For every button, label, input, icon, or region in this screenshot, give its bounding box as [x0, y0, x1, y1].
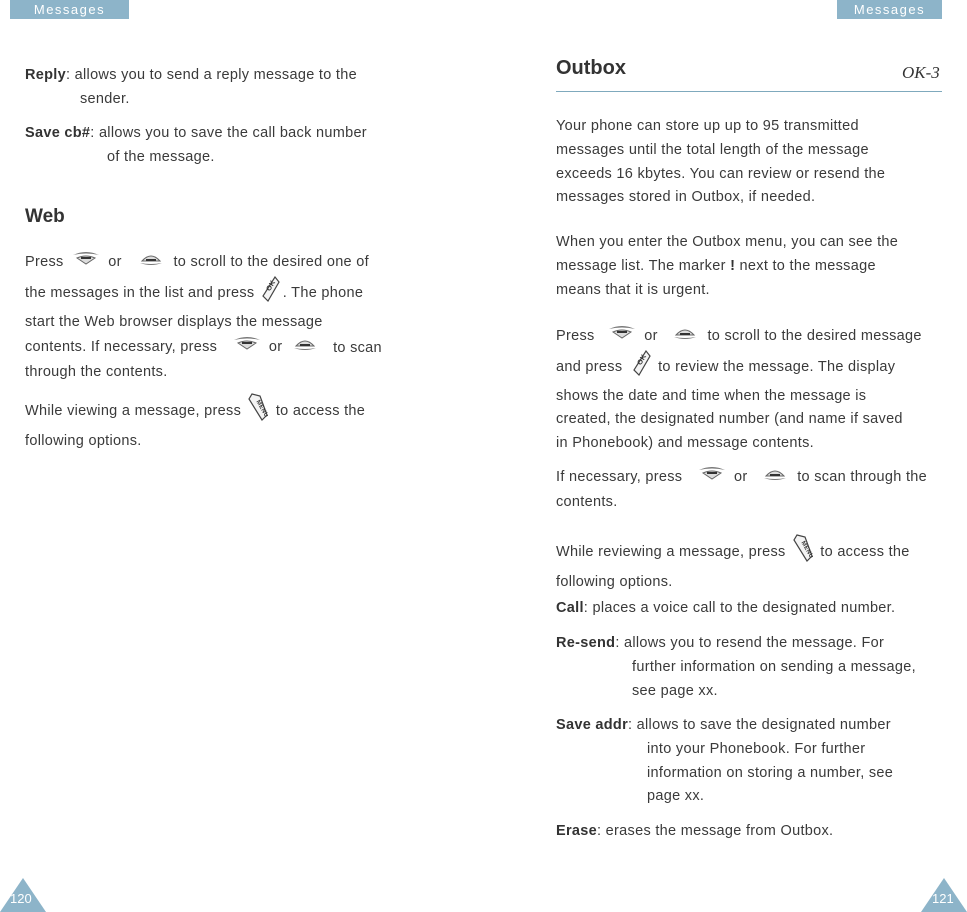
resend-text: : allows you to resend the message. For [615, 635, 885, 651]
text: messages until the total length of the message [556, 141, 869, 158]
svg-text:MENU: MENU [254, 399, 269, 419]
title-divider [556, 91, 942, 92]
section-code: OK-3 [902, 63, 940, 82]
page-number-right [921, 875, 967, 912]
text: Press [556, 328, 595, 345]
savecb-text: : allows you to save the call back number [90, 125, 367, 141]
erase-term: Erase [556, 823, 598, 839]
text: following options. [556, 573, 673, 590]
text: information on storing a number, see [647, 764, 894, 781]
text: created, the designated number (and name if saved [556, 411, 903, 428]
svg-text:OK: OK [636, 353, 648, 367]
scroll-down-key-icon [670, 323, 700, 350]
reply-term: Reply [25, 67, 66, 83]
page-number-text: 121 [932, 891, 954, 906]
text: in Phonebook) and message contents. [556, 435, 814, 452]
text: into your Phonebook. For further [647, 740, 866, 757]
text: message list. The marker [556, 257, 726, 274]
text: to scan through the [797, 469, 928, 486]
outbox-paragraph-1 [556, 115, 956, 210]
text: following options. [25, 432, 142, 449]
text: and press [556, 359, 623, 376]
text: While viewing a message, press [25, 403, 242, 420]
call-text: : places a voice call to the designated number. [583, 600, 896, 616]
savecb-definition [25, 122, 415, 170]
ok-key-icon [633, 350, 651, 385]
erase-definition [556, 820, 956, 844]
text: to access the [820, 544, 910, 561]
saveaddr-definition [556, 714, 961, 809]
scroll-down-key-icon [760, 464, 790, 491]
text: or [268, 339, 283, 356]
resend-term: Re-send [556, 635, 616, 651]
reply-text: : allows you to send a reply message to the [66, 67, 357, 83]
text: If necessary, press [556, 469, 683, 486]
text: to scroll to the desired message [707, 328, 922, 345]
urgent-marker: ! [730, 257, 736, 274]
resend-definition [556, 632, 961, 703]
scroll-down-key-icon [136, 249, 166, 276]
menu-key-icon [793, 534, 813, 571]
scroll-up-key-icon [607, 323, 637, 350]
savecb-term: Save cb# [25, 125, 91, 141]
text: shows the date and time when the message is [556, 387, 867, 404]
menu-key-icon [248, 393, 268, 430]
call-definition [556, 597, 956, 621]
text: or [644, 328, 658, 345]
text: contents. [556, 493, 618, 510]
text: next to the message [739, 257, 876, 274]
web-heading: Web [25, 206, 65, 227]
text: contents. If necessary, press [25, 339, 218, 356]
outbox-paragraph-5 [556, 534, 956, 595]
text: further information on sending a message, [632, 658, 916, 675]
text: to access the [275, 403, 366, 420]
scroll-up-key-icon [697, 464, 727, 491]
svg-text:MENU: MENU [799, 540, 813, 560]
text: to review the message. The display [658, 359, 896, 376]
scroll-up-key-icon [71, 249, 101, 276]
ok-key-icon [262, 276, 280, 311]
text: page xx. [647, 788, 705, 805]
reply-text-cont: sender. [80, 90, 130, 107]
text: Press [25, 254, 64, 271]
outbox-paragraph-4 [556, 464, 961, 515]
page-number-left [0, 875, 46, 912]
scroll-up-key-icon [232, 334, 262, 361]
savecb-text-cont: of the message. [107, 148, 215, 165]
text: or [734, 469, 748, 486]
text: While reviewing a message, press [556, 544, 786, 561]
text: messages stored in Outbox, if needed. [556, 189, 816, 206]
text: to scan [333, 339, 382, 356]
text: exceeds 16 kbytes. You can review or resend the [556, 165, 886, 182]
page-title: Outbox [556, 57, 626, 79]
reply-definition [25, 64, 405, 112]
section-tab-right: Messages [837, 0, 942, 19]
text: the messages in the list and press [25, 285, 255, 302]
web-paragraph-1 [25, 249, 415, 385]
text: to scroll to the desired one of [173, 254, 369, 271]
saveaddr-term: Save addr [556, 717, 629, 733]
text: When you enter the Outbox menu, you can see the [556, 234, 899, 250]
scroll-down-key-icon [290, 334, 320, 361]
text: through the contents. [25, 364, 168, 381]
outbox-paragraph-3 [556, 323, 956, 456]
outbox-paragraph-2 [556, 231, 956, 302]
section-tab-left: Messages [10, 0, 129, 19]
web-paragraph-2 [25, 393, 415, 454]
text: start the Web browser displays the message [25, 313, 323, 330]
erase-text: : erases the message from Outbox. [597, 823, 834, 839]
text: means that it is urgent. [556, 281, 710, 298]
call-term: Call [556, 600, 584, 616]
text: or [108, 254, 122, 271]
saveaddr-text: : allows to save the designated number [628, 717, 891, 733]
page-number-text: 120 [10, 891, 32, 906]
text: Your phone can store up up to 95 transmitted [556, 118, 859, 134]
text: see page xx. [632, 682, 718, 699]
text: . The phone [282, 285, 364, 302]
svg-text:OK: OK [265, 279, 277, 293]
